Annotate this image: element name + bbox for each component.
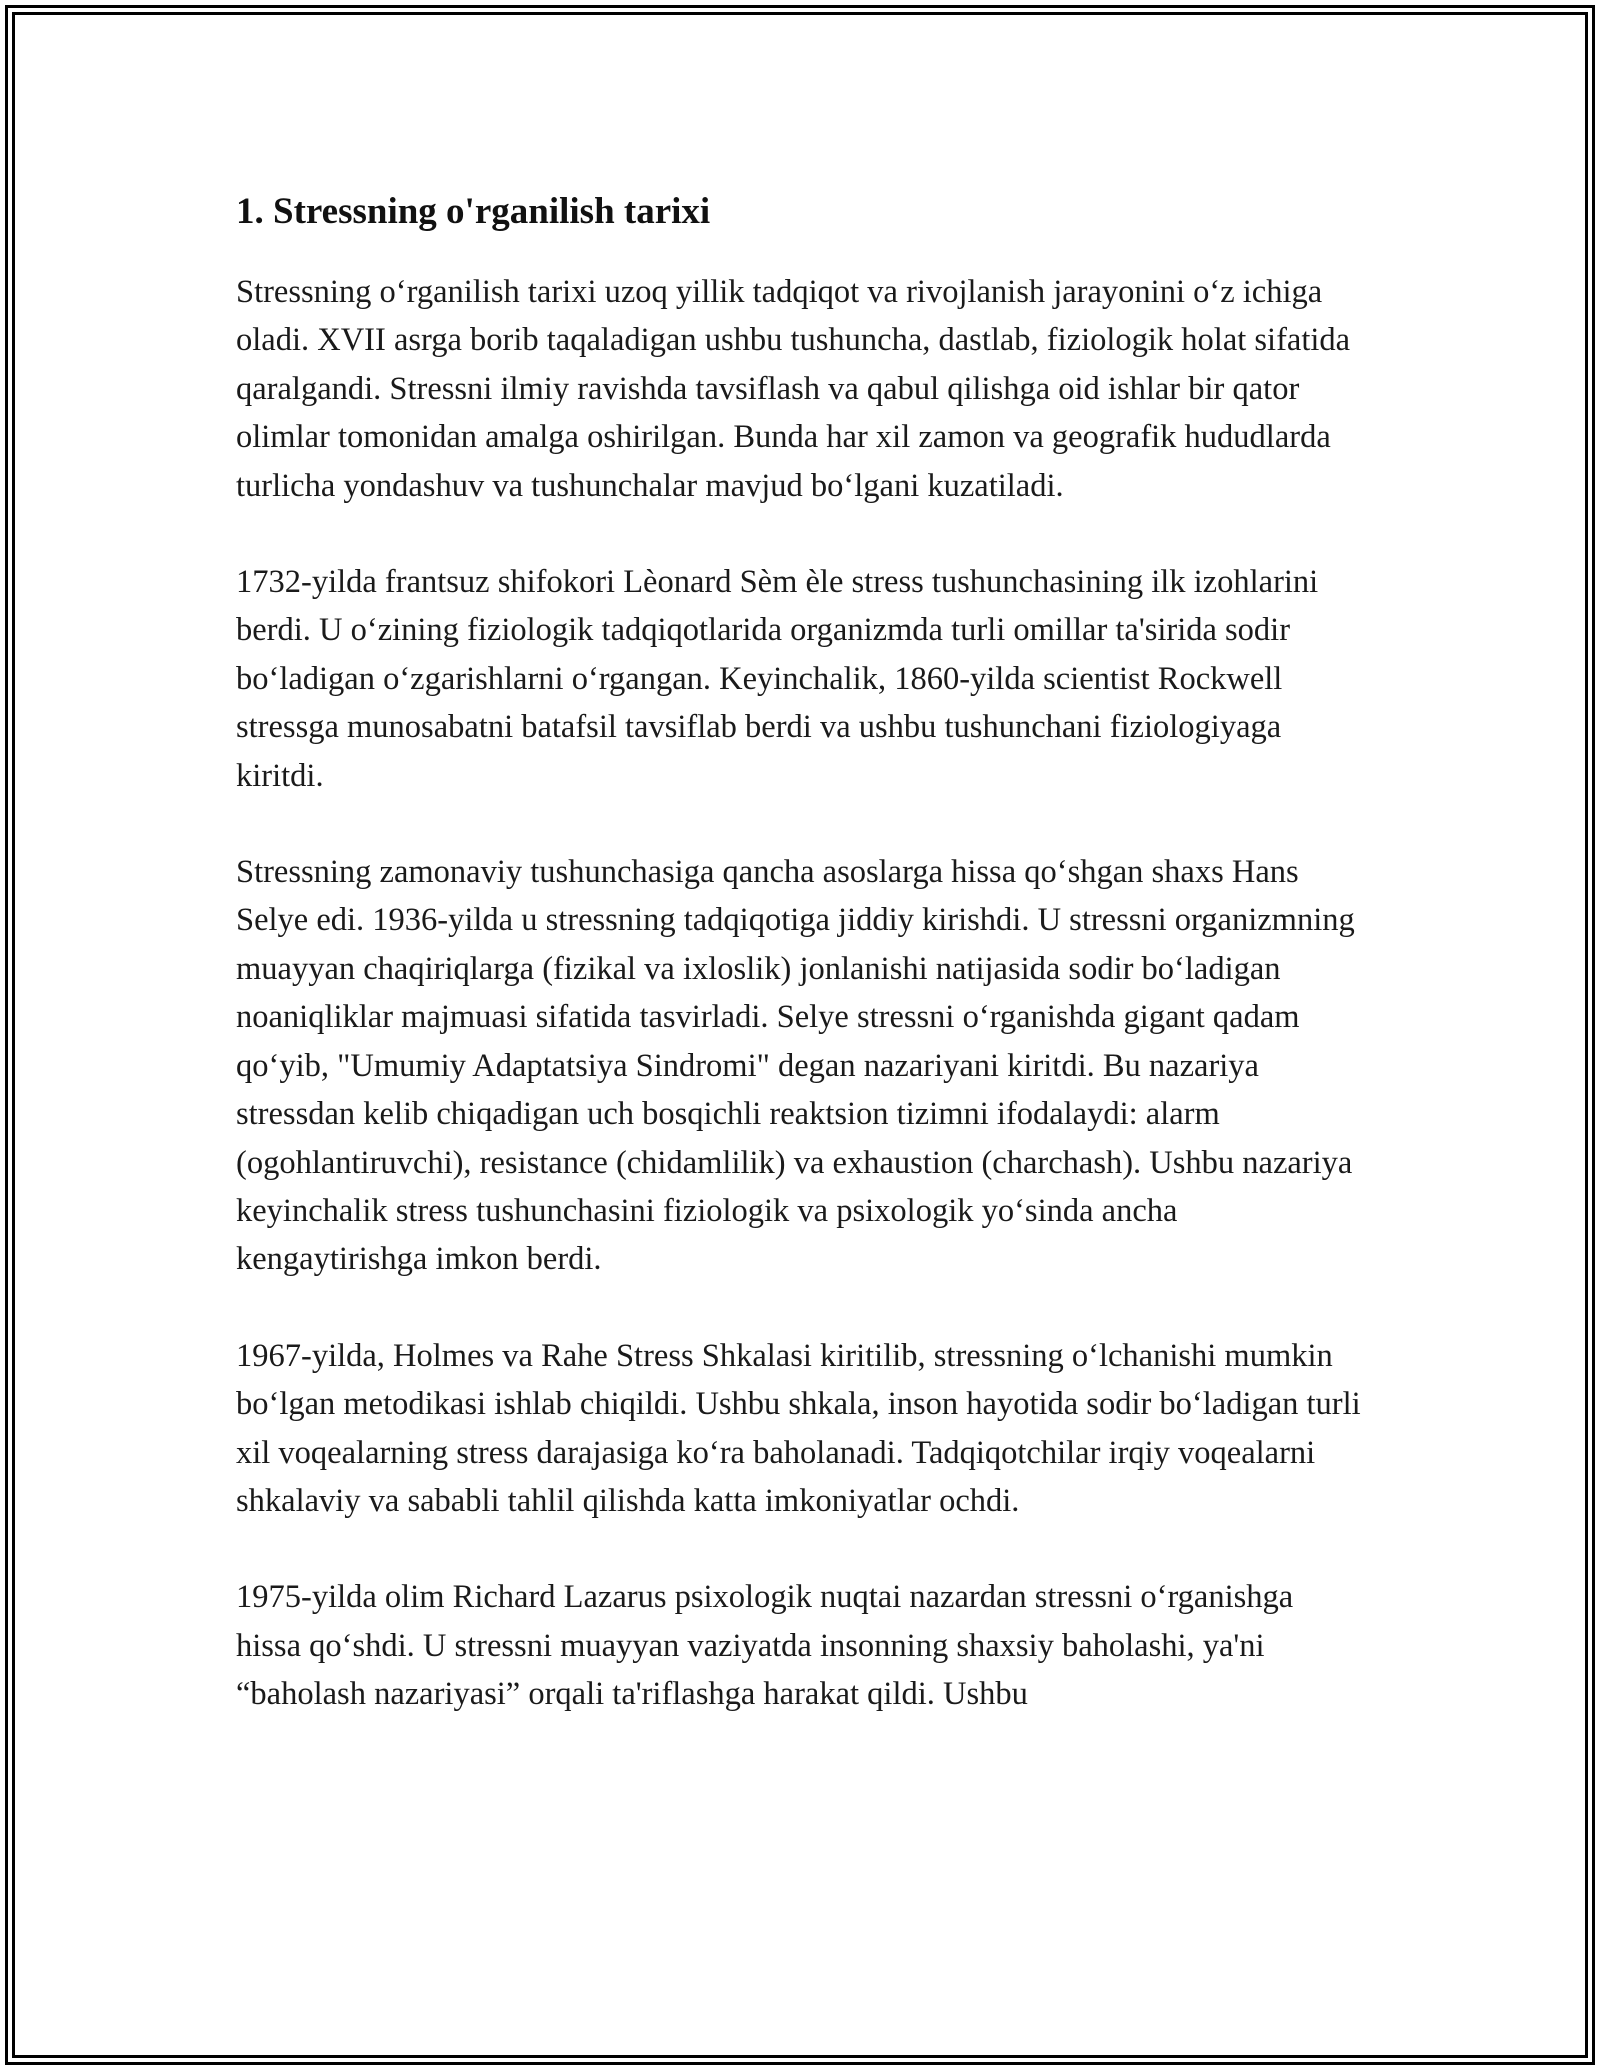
paragraph-4: 1967-yilda, Holmes va Rahe Stress Shkalasi kiritilib, stressning o‘lchanishi mumkin bo‘lgan metodikasi ishlab chiqildi. Ushbu shkala, inson hayotida sodir bo‘ladigan turli xil voqealarning stress darajasiga ko‘ra baholanadi. Tadqiqotchilar irqiy voqealarni shkalaviy va sababli tahlil qilishda katta imkoniyatlar ochdi. [236, 1337, 1361, 1519]
section-heading: 1. Stressning o'rganilish tarixi [236, 191, 711, 232]
paragraph-3: Stressning zamonaviy tushunchasiga qancha asoslarga hissa qo‘shgan shaxs Hans Selye edi. 1936-yilda u stressning tadqiqotiga jiddiy kirishdi. U stressni organizmning muayyan chaqiriqlarga (fizikal va ixloslik) jonlanishi natijasida sodir bo‘ladigan noaniqliklar majmuasi sifatida tasvirladi. Selye stressni o‘rganishda gigant qadam qo‘yib, "Umumiy Adaptatsiya Sindromi" degan nazariyani kiritdi. Bu nazariya stressdan kelib chiqadigan uch bosqichli reaktsion tizimni ifodalaydi: alarm (ogohlantiruvchi), resistance (chidamlilik) va exhaustion (charchash). Ushbu nazariya keyinchalik stress tushunchasini fiziologik va psixologik yo‘sinda ancha kengaytirishga imkon berdi. [236, 854, 1355, 1278]
paragraph-5: 1975-yilda olim Richard Lazarus psixologik nuqtai nazardan stressni o‘rganishga hissa qo‘shdi. U stressni muayyan vaziyatda insonning shaxsiy baholashi, ya'ni “baholash nazariyasi” orqali ta'riflashga harakat qildi. Ushbu [236, 1579, 1294, 1713]
document-body [236, 188, 1366, 1767]
paragraph-2: 1732-yilda frantsuz shifokori Lèonard Sèm èle stress tushunchasining ilk izohlarini berdi. U o‘zining fiziologik tadqiqotlarida organizmda turli omillar ta'sirida sodir bo‘ladigan o‘zgarishlarni o‘rgangan. Keyinchalik, 1860-yilda scientist Rockwell stressga munosabatni batafsil tavsiflab berdi va ushbu tushunchani fiziologiyaga kiritdi. [236, 564, 1319, 794]
paragraph-1: Stressning o‘rganilish tarixi uzoq yillik tadqiqot va rivojlanish jarayonini o‘z ichiga oladi. XVII asrga borib taqaladigan ushbu tushuncha, dastlab, fiziologik holat sifatida qaralgandi. Stressni ilmiy ravishda tavsiflash va qabul qilishga oid ishlar bir qator olimlar tomonidan amalga oshirilgan. Bunda har xil zamon va geografik hududlarda turlicha yondashuv va tushunchalar mavjud bo‘lgani kuzatiladi. [236, 274, 1351, 504]
